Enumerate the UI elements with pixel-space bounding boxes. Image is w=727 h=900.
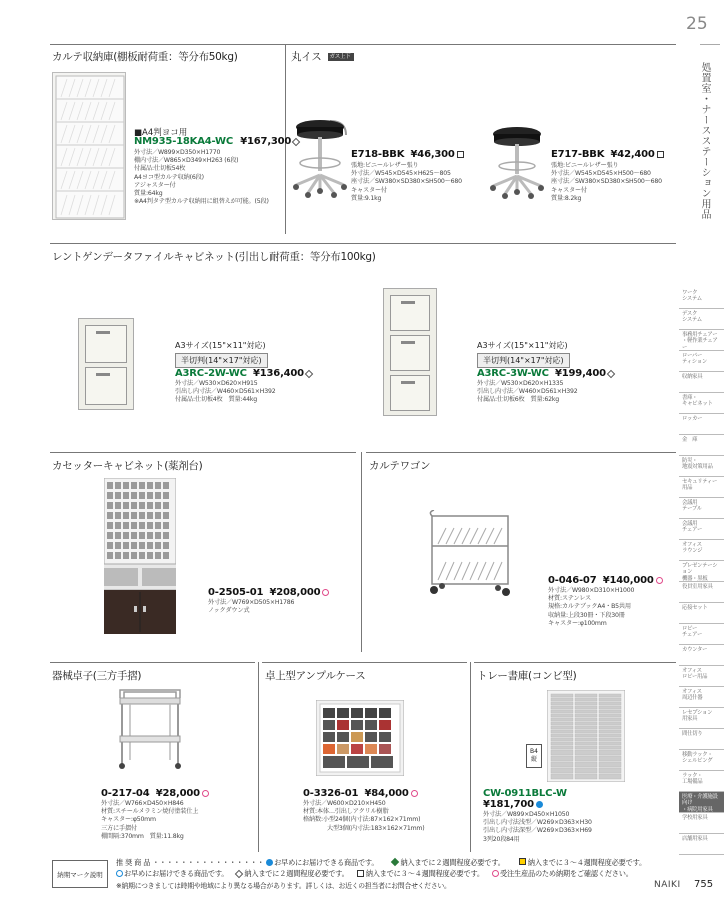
gas-lift-badge: ガス上下 (328, 53, 354, 61)
side-index-item[interactable]: オフィス 周辺什器 (679, 687, 724, 708)
delivery-made-to-order-icon (322, 589, 329, 596)
delivery-box-icon (657, 151, 664, 158)
delivery-box-icon (357, 870, 364, 877)
karte-code (134, 136, 299, 147)
ampule-divider (470, 662, 471, 852)
side-index-item[interactable]: 間仕切り (679, 729, 724, 750)
legend-recommended-label: 推 奨 商 品 ・・・・・・・・・・・・・・・・ (116, 858, 265, 867)
stool-image-2 (485, 112, 555, 207)
karte-code-text: NM935-18KA4-WC (134, 136, 233, 147)
xray-cabinet-2w-image (78, 318, 134, 410)
xray-title: レントゲンデータファイルキャビネット(引出し耐荷重：等分布100kg) (52, 251, 376, 263)
side-index-item[interactable]: 役員室用家具 (679, 582, 724, 603)
side-index-item[interactable]: プレゼンテーション 機器・黒板 (679, 561, 724, 582)
stool1-code-text: E718-BBK (351, 149, 405, 160)
delivery-diamond-filled-icon (391, 858, 399, 866)
side-index-item[interactable]: 収納家具 (679, 372, 724, 393)
top-right-rule (700, 44, 720, 45)
table-price: ¥28,000 (155, 788, 200, 799)
brand-name: NAIKI (654, 880, 681, 890)
xray2-price: ¥199,400 (555, 368, 606, 379)
xray-cabinet-3w-image (383, 288, 437, 416)
side-index-item[interactable]: レセプション 用家具 (679, 708, 724, 729)
top-rule (50, 44, 676, 45)
wagon-specs: 外寸法／W980×D310×H1000 材質:ステンレス 規格:カルテブックA4・B5共用 収納量:上段30冊・下段30冊 キャスター:φ100mm (548, 587, 635, 627)
side-index-item[interactable]: ロビー チェアー (679, 624, 724, 645)
cassette-cabinet-image (104, 478, 176, 636)
xray2-code (477, 368, 614, 379)
xray1-size1: A3サイズ(15"×11"対応) (175, 341, 266, 350)
side-index-item[interactable]: 学校用家具 (679, 813, 724, 834)
cassette-price: ¥208,000 (269, 587, 321, 598)
delivery-recommended-icon (536, 801, 543, 808)
ampule-title: 卓上型アンプルケース (265, 670, 366, 682)
ampule-specs: 外寸法／W600×D210×H450 材質:本体…引出しアクリル樹脂 格納数:小型24個(内寸法:87×162×71mm) 大型3個(内寸法:183×162×71mm) (303, 800, 425, 832)
delivery-diamond-icon (607, 370, 615, 378)
stool1-code (351, 149, 464, 160)
side-index-item[interactable]: オフィス ラウンジ (679, 540, 724, 561)
karte-title: カルテ収納庫(棚板耐荷重：等分布50kg) (52, 51, 238, 63)
xray1-price: ¥136,400 (253, 368, 304, 379)
tray-code: CW-0911BLC-W (483, 788, 567, 799)
tray-badge (526, 744, 542, 768)
delivery-made-to-order-icon (202, 790, 209, 797)
table-title: 器械卓子(三方手摺) (52, 670, 142, 682)
delivery-diamond-icon (305, 370, 313, 378)
page-number-top: 25 (686, 14, 708, 34)
legend-made-to-order-text: 受注生産品のため納期をご確認ください。 (500, 869, 633, 878)
tray-rule (474, 662, 676, 663)
instrument-table-image (116, 688, 184, 770)
xray2-specs: 外寸法／W530×D620×H1335 引出し内寸法／W460×D561×H392 付属品:仕切板6枚 質量:62kg (477, 380, 578, 404)
table-rule (50, 662, 255, 663)
table-specs: 外寸法／W766×D450×H846 材質:スチールメラミン焼付塗装仕上 キャスター:φ50mm 三方に手摺付 棚間隔:370mm 質量:11.8kg (101, 800, 199, 840)
legend-three-week-text: 納入までに３～４週間程度必要です。 (527, 858, 646, 867)
cassette-specs: 外寸法／W769×D505×H1786 ノックダウン式 (208, 599, 295, 615)
delivery-box-icon (457, 151, 464, 158)
ampule-price: ¥84,000 (364, 788, 409, 799)
side-index-item[interactable]: 応接セット (679, 603, 724, 624)
xray1-code (175, 368, 312, 379)
side-index-item[interactable]: 書庫・ キャビネット (679, 393, 724, 414)
legend-fast-text: お早めにお届けできる商品です。 (124, 869, 229, 878)
xray1-specs: 外寸法／W530×D620×H915 引出し内寸法／W460×D561×H392 付属品:仕切板4枚 質量:44kg (175, 380, 276, 404)
side-index-item[interactable]: 移動ラック・ シェルビング (679, 750, 724, 771)
cassette-rule (50, 452, 356, 453)
xray2-size1: A3サイズ(15"×11"対応) (477, 341, 568, 350)
legend-label: 納期マーク説明 (52, 860, 108, 888)
wagon-rule (366, 452, 676, 453)
side-index-item[interactable]: 事務用チェアー ・軽作業チェアー (679, 330, 724, 351)
ampule-case-image (316, 700, 404, 776)
stool1-price: ¥46,300 (410, 149, 455, 160)
legend-line-1 (116, 858, 646, 868)
side-index-item[interactable]: 金 庫 (679, 435, 724, 456)
cassette-code-text: 0-2505-01 (208, 587, 264, 598)
side-index-item[interactable]: デスク システム (679, 309, 724, 330)
side-index-item[interactable]: ワーク システム (679, 288, 724, 309)
side-index-item[interactable]: 会議用 チェアー (679, 519, 724, 540)
page-number-bottom: 755 (694, 879, 714, 890)
karte-wagon-image (428, 510, 516, 600)
xray-rule (50, 243, 676, 244)
delivery-made-to-order-icon (411, 790, 418, 797)
tray-price-row (483, 799, 543, 810)
stool-image-1 (288, 105, 358, 200)
stool-title-text: 丸イス (291, 51, 322, 63)
delivery-made-to-order-icon (492, 870, 499, 877)
karte-specs: 外寸法／W899×D350×H1770 棚内寸法／W865×D349×H263 (6段) 付属品:仕切板54枚 A4ヨコ型カルテ収納(6段) アジャスター付 質量:64kg ※A4判タテ型カルテ収納用に組替えが可能。(5段) (134, 149, 269, 206)
stool2-price: ¥42,400 (610, 149, 655, 160)
cassette-divider (361, 452, 362, 652)
side-index-item[interactable]: オフィス ロビー用品 (679, 666, 724, 687)
side-index-item[interactable]: カウンター (679, 645, 724, 666)
legend-three-week-text-2: 納入までに３～４週間程度必要です。 (365, 869, 484, 878)
wagon-code (548, 575, 663, 586)
cassette-title: カセッターキャビネット(薬剤台) (52, 460, 203, 472)
side-index-item[interactable]: セキュリティー 用品 (679, 477, 724, 498)
stool1-specs: 張地:ビニールレザー張り 外寸法／W545×D545×H625～805 座寸法／SW380×SD380×SH500～680 キャスター付 質量:9.1kg (351, 162, 462, 202)
karte-price: ¥167,300 (240, 136, 292, 147)
karte-shelf-image (52, 72, 126, 220)
table-divider (258, 662, 259, 852)
legend-two-week-text: 納入までに２週間程度必要です。 (400, 858, 505, 867)
stool-title (291, 49, 354, 64)
stool2-code-text: E717-BBK (551, 149, 605, 160)
stool2-specs: 張地:ビニールレザー張り 外寸法／W545×D545×H500～680 座寸法／SW380×SD380×SH500～680 キャスター付 質量:8.2kg (551, 162, 662, 202)
side-index-item[interactable]: 店舗用家具 (679, 834, 724, 855)
tray-storage-image (547, 690, 625, 782)
side-index (679, 288, 724, 855)
cassette-code (208, 587, 329, 598)
delivery-fast-icon (116, 870, 123, 877)
wagon-price: ¥140,000 (602, 575, 654, 586)
legend-note: ※納期につきましては時期や地域により異なる場合があります。詳しくは、お近くの担当者にお問合せください。 (116, 882, 451, 890)
ampule-code (303, 788, 418, 799)
delivery-diamond-icon (235, 870, 243, 878)
side-index-item[interactable]: ロッカー (679, 414, 724, 435)
tray-price: ¥181,700 (483, 799, 534, 810)
xray2-size2: 半切判(14"×17"対応) (477, 353, 570, 368)
ampule-rule (262, 662, 467, 663)
delivery-box-filled-icon (519, 858, 526, 865)
xray1-size2: 半切判(14"×17"対応) (175, 353, 268, 368)
karte-subtitle: ■A4判ヨコ用 (134, 128, 188, 138)
stool2-code (551, 149, 664, 160)
legend-line-2 (116, 869, 633, 879)
side-index-item[interactable]: ラック・ 工場備品 (679, 771, 724, 792)
legend-recommended-text: お早めにお届けできる商品です。 (274, 858, 379, 867)
table-code (101, 788, 209, 799)
table-code-text: 0-217-04 (101, 788, 150, 799)
tray-title: トレー書庫(コンビ型) (477, 670, 577, 682)
ampule-code-text: 0-3326-01 (303, 788, 359, 799)
tray-specs: 外寸法／W899×D450×H1050 引出し内寸法浅型／W269×D363×H30 引出し内寸法深型／W269×D363×H69 3列20段84用 (483, 811, 592, 843)
category-vertical: 処置室・ナースステーション用品 (699, 62, 710, 220)
delivery-recommended-icon (266, 859, 273, 866)
legend-two-week-text-2: 納入までに２週間程度必要です。 (244, 869, 349, 878)
side-index-item[interactable]: 防災・ 地震対策用品 (679, 456, 724, 477)
side-index-item[interactable]: 医療・介護施設向け ・病院用家具 (679, 792, 724, 813)
xray1-code-text: A3RC-2W-WC (175, 368, 247, 379)
xray2-code-text: A3RC-3W-WC (477, 368, 549, 379)
wagon-code-text: 0-046-07 (548, 575, 597, 586)
delivery-made-to-order-icon (656, 577, 663, 584)
wagon-title: カルテワゴン (369, 460, 431, 472)
side-index-item[interactable]: ローパー ティション (679, 351, 724, 372)
side-index-item[interactable]: 会議用 テーブル (679, 498, 724, 519)
tray-badge-text: B4縦 (530, 748, 538, 763)
